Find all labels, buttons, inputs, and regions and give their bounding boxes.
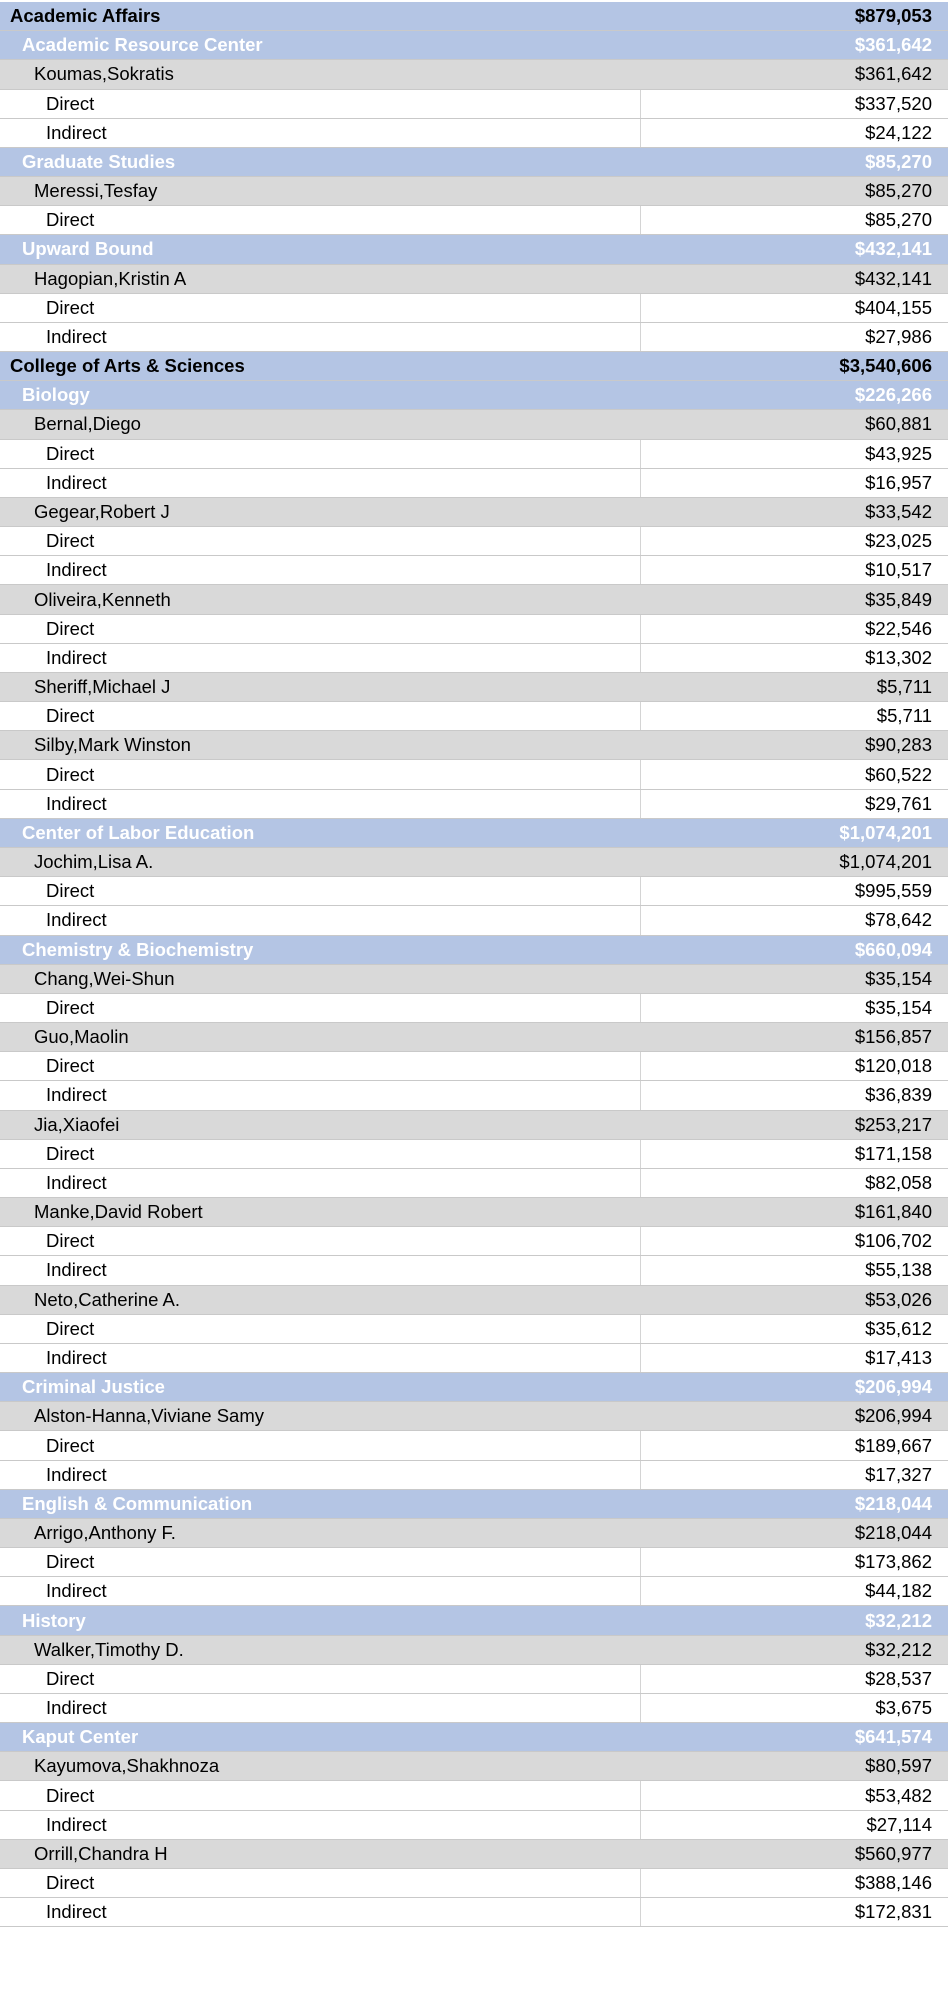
row-amount: $226,266 [854,384,932,406]
row-label: Bernal,Diego [34,413,141,435]
cost-type-row[interactable] [0,90,948,119]
row-label: Silby,Mark Winston [34,734,191,756]
row-amount: $189,667 [854,1434,932,1456]
department-row[interactable] [0,1373,948,1402]
row-amount: $206,994 [854,1376,932,1398]
row-label: English & Communication [22,1492,253,1514]
cost-type-row[interactable] [0,1081,948,1110]
row-amount: $53,026 [865,1288,932,1310]
department-row[interactable] [0,381,948,410]
department-row[interactable] [0,1723,948,1752]
row-label: Walker,Timothy D. [34,1638,184,1660]
row-amount: $995,559 [854,880,932,902]
row-label: Chang,Wei-Shun [34,967,175,989]
row-amount: $22,546 [865,617,932,639]
row-amount: $60,522 [865,763,932,785]
row-label: College of Arts & Sciences [10,355,245,377]
row-amount: $32,212 [865,1609,932,1631]
cost-type-row[interactable] [0,1694,948,1723]
person-row[interactable] [0,265,948,294]
row-label: Guo,Maolin [34,1026,129,1048]
row-label: Direct [46,763,95,785]
row-amount: $361,642 [854,34,932,56]
cost-type-row[interactable] [0,1548,948,1577]
person-row[interactable] [0,177,948,206]
row-amount: $361,642 [854,63,932,85]
row-label: Orrill,Chandra H [34,1842,168,1864]
row-label: Chemistry & Biochemistry [22,938,254,960]
row-amount: $337,520 [854,92,932,114]
cost-type-row[interactable] [0,1315,948,1344]
row-label: Indirect [46,792,107,814]
row-label: Direct [46,92,95,114]
row-label: Indirect [46,1463,107,1485]
row-amount: $1,074,201 [839,851,932,873]
row-amount: $432,141 [854,238,932,260]
row-label: Direct [46,705,95,727]
cost-type-row[interactable] [0,294,948,323]
department-row[interactable] [0,819,948,848]
row-label: Direct [46,442,95,464]
row-amount: $17,327 [865,1463,932,1485]
row-label: Sheriff,Michael J [34,676,171,698]
cost-type-row[interactable] [0,790,948,819]
row-label: Indirect [46,646,107,668]
cost-type-row[interactable] [0,1781,948,1810]
person-row[interactable] [0,1286,948,1315]
row-amount: $432,141 [854,267,932,289]
person-row[interactable] [0,1023,948,1052]
row-label: Indirect [46,1580,107,1602]
row-amount: $171,158 [854,1142,932,1164]
row-label: Indirect [46,121,107,143]
row-amount: $35,154 [865,967,932,989]
row-label: Direct [46,296,95,318]
row-label: Indirect [46,325,107,347]
cost-type-row[interactable] [0,1344,948,1373]
row-amount: $35,612 [865,1317,932,1339]
row-amount: $29,761 [865,792,932,814]
cost-type-row[interactable] [0,994,948,1023]
row-label: Direct [46,1434,95,1456]
row-label: Kayumova,Shakhnoza [34,1755,220,1777]
row-label: Direct [46,617,95,639]
row-label: Indirect [46,1346,107,1368]
person-row[interactable] [0,731,948,760]
row-amount: $85,270 [865,150,932,172]
person-row[interactable] [0,673,948,702]
row-label: Academic Affairs [10,5,161,27]
row-amount: $17,413 [865,1346,932,1368]
row-amount: $10,517 [865,559,932,581]
row-amount: $44,182 [865,1580,932,1602]
row-amount: $16,957 [865,471,932,493]
person-row[interactable] [0,585,948,614]
row-amount: $660,094 [854,938,932,960]
row-amount: $404,155 [854,296,932,318]
row-label: Jochim,Lisa A. [34,851,154,873]
row-label: Indirect [46,471,107,493]
row-label: History [22,1609,86,1631]
spreadsheet-table [0,2,948,1927]
cost-type-row[interactable] [0,906,948,935]
row-label: Indirect [46,559,107,581]
department-row[interactable] [0,235,948,264]
row-amount: $27,986 [865,325,932,347]
row-label: Indirect [46,909,107,931]
cost-type-row[interactable] [0,1869,948,1898]
row-amount: $5,711 [876,705,932,727]
row-amount: $78,642 [865,909,932,931]
row-label: Direct [46,1784,95,1806]
cost-type-row[interactable] [0,440,948,469]
row-amount: $35,849 [865,588,932,610]
cost-type-row[interactable] [0,1052,948,1081]
row-amount: $218,044 [854,1522,932,1544]
person-row[interactable] [0,1840,948,1869]
row-amount: $85,270 [865,180,932,202]
row-amount: $90,283 [865,734,932,756]
cost-type-row[interactable] [0,556,948,585]
person-row[interactable] [0,1519,948,1548]
row-label: Alston-Hanna,Viviane Samy [34,1405,265,1427]
row-amount: $388,146 [854,1872,932,1894]
row-amount: $60,881 [865,413,932,435]
cost-type-row[interactable] [0,1431,948,1460]
row-label: Kaput Center [22,1726,139,1748]
row-label: Criminal Justice [22,1376,165,1398]
person-row[interactable] [0,60,948,89]
row-label: Direct [46,1872,95,1894]
division-row[interactable] [0,2,948,31]
row-label: Direct [46,1230,95,1252]
row-amount: $24,122 [865,121,932,143]
row-label: Direct [46,530,95,552]
cost-type-row[interactable] [0,1140,948,1169]
cost-type-row[interactable] [0,206,948,235]
row-amount: $218,044 [854,1492,932,1514]
row-amount: $161,840 [854,1201,932,1223]
person-row[interactable] [0,1111,948,1140]
cost-type-row[interactable] [0,1898,948,1927]
row-label: Center of Labor Education [22,821,255,843]
row-amount: $85,270 [865,209,932,231]
row-amount: $560,977 [854,1842,932,1864]
department-row[interactable] [0,1490,948,1519]
cost-type-row[interactable] [0,527,948,556]
cost-type-row[interactable] [0,1811,948,1840]
row-amount: $173,862 [854,1551,932,1573]
cost-type-row[interactable] [0,1665,948,1694]
cost-type-row[interactable] [0,1227,948,1256]
person-row[interactable] [0,498,948,527]
row-label: Direct [46,1551,95,1573]
cost-type-row[interactable] [0,1256,948,1285]
row-amount: $36,839 [865,1084,932,1106]
row-label: Direct [46,1055,95,1077]
row-amount: $43,925 [865,442,932,464]
row-label: Academic Resource Center [22,34,263,56]
person-row[interactable] [0,1636,948,1665]
row-label: Indirect [46,1901,107,1923]
row-amount: $120,018 [854,1055,932,1077]
row-label: Direct [46,1667,95,1689]
row-amount: $55,138 [865,1259,932,1281]
row-amount: $28,537 [865,1667,932,1689]
row-label: Hagopian,Kristin A [34,267,187,289]
row-label: Koumas,Sokratis [34,63,174,85]
row-amount: $80,597 [865,1755,932,1777]
cost-type-row[interactable] [0,644,948,673]
person-row[interactable] [0,1198,948,1227]
row-amount: $82,058 [865,1171,932,1193]
row-amount: $253,217 [854,1113,932,1135]
cost-type-row[interactable] [0,615,948,644]
person-row[interactable] [0,1752,948,1781]
row-label: Manke,David Robert [34,1201,203,1223]
row-amount: $106,702 [854,1230,932,1252]
row-label: Direct [46,880,95,902]
row-label: Direct [46,209,95,231]
row-amount: $156,857 [854,1026,932,1048]
cost-type-row[interactable] [0,323,948,352]
cost-type-row[interactable] [0,877,948,906]
department-row[interactable] [0,1606,948,1635]
row-label: Indirect [46,1813,107,1835]
row-amount: $172,831 [854,1901,932,1923]
row-amount: $23,025 [865,530,932,552]
row-amount: $206,994 [854,1405,932,1427]
row-label: Gegear,Robert J [34,501,170,522]
row-label: Indirect [46,1171,107,1193]
row-label: Meressi,Tesfay [34,180,158,202]
cost-type-row[interactable] [0,119,948,148]
row-amount: $35,154 [865,996,932,1018]
division-row[interactable] [0,352,948,381]
row-amount: $879,053 [854,5,932,27]
person-row[interactable] [0,848,948,877]
cost-type-row[interactable] [0,1461,948,1490]
row-label: Upward Bound [22,238,154,260]
row-label: Indirect [46,1697,107,1719]
row-amount: $13,302 [865,646,932,668]
row-amount: $5,711 [876,676,932,698]
row-amount: $3,675 [875,1697,932,1719]
row-label: Direct [46,1317,95,1339]
row-label: Graduate Studies [22,150,176,172]
person-row[interactable] [0,965,948,994]
row-amount: $641,574 [854,1726,932,1748]
row-amount: $1,074,201 [839,821,932,843]
row-amount: $53,482 [865,1784,932,1806]
cost-type-row[interactable] [0,1169,948,1198]
row-amount: $27,114 [866,1813,932,1835]
person-row[interactable] [0,1402,948,1431]
department-row[interactable] [0,31,948,60]
row-label: Neto,Catherine A. [34,1288,181,1310]
row-label: Biology [22,384,90,406]
department-row[interactable] [0,148,948,177]
person-row[interactable] [0,410,948,439]
row-label: Indirect [46,1259,107,1281]
row-label: Oliveira,Kenneth [34,588,171,610]
row-label: Direct [46,1142,95,1164]
department-row[interactable] [0,936,948,965]
row-amount: $32,212 [865,1638,932,1660]
cost-type-row[interactable] [0,1577,948,1606]
row-amount: $33,542 [865,501,932,522]
cost-type-row[interactable] [0,760,948,789]
row-label: Jia,Xiaofei [34,1113,120,1135]
row-label: Indirect [46,1084,107,1106]
row-label: Direct [46,996,95,1018]
row-amount: $3,540,606 [839,355,932,377]
cost-type-row[interactable] [0,469,948,498]
row-label: Arrigo,Anthony F. [34,1522,176,1544]
cost-type-row[interactable] [0,702,948,731]
